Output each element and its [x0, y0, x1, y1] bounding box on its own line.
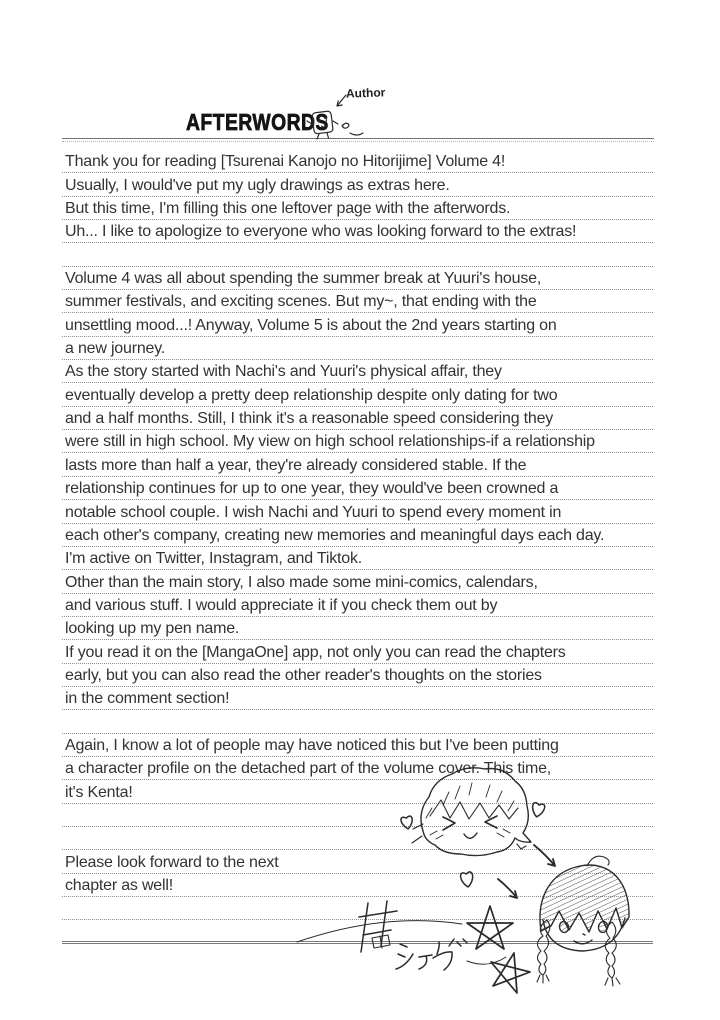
ruled-line — [62, 617, 653, 640]
ruled-line — [62, 313, 653, 336]
ruled-line — [62, 337, 653, 360]
ruled-line — [62, 827, 653, 850]
ruled-line — [62, 453, 653, 476]
ruled-line — [62, 477, 653, 500]
afterword-text-line: Please look forward to the next — [65, 853, 279, 871]
afterword-text-line: Volume 4 was all about spending the summer break at Yuuri's house, — [65, 270, 542, 288]
afterword-text-line: lasts more than half a year, they're already considered stable. If the — [65, 456, 527, 474]
ruled-line — [62, 524, 653, 547]
afterword-text-line: looking up my pen name. — [65, 620, 240, 638]
ruled-line — [62, 220, 653, 243]
ruled-line — [62, 500, 653, 523]
afterword-rows — [62, 150, 653, 944]
page-title: AFTERWORDS — [186, 109, 329, 136]
ruled-line — [62, 150, 653, 173]
ruled-line — [62, 664, 653, 687]
afterword-text-line: summer festivals, and exciting scenes. But my~, that ending with the — [65, 293, 537, 311]
afterword-text-line: and a half months. Still, I think it's a reasonable speed considering they — [65, 410, 554, 428]
ruled-line — [62, 594, 653, 617]
ruled-line — [62, 734, 653, 757]
afterword-text-line: As the story started with Nachi's and Yuuri's physical affair, they — [65, 363, 502, 381]
afterword-text-line: it's Kenta! — [65, 783, 133, 801]
afterword-text-line: Other than the main story, I also made some mini-comics, calendars, — [65, 573, 538, 591]
header-rule — [62, 138, 654, 142]
author-pointer-label: Author — [345, 85, 386, 101]
afterword-text-line: eventually develop a pretty deep relationship despite only dating for two — [65, 386, 558, 404]
ruled-line — [62, 267, 653, 290]
ruled-line — [62, 173, 653, 196]
afterword-text-line: each other's company, creating new memories and meaningful days each day. — [65, 526, 605, 544]
afterword-text-line: unsettling mood...! Anyway, Volume 5 is about the 2nd years starting on — [65, 316, 557, 334]
ruled-line — [62, 757, 653, 780]
afterword-text-line: relationship continues for up to one year, they would've been crowned a — [65, 480, 559, 498]
afterword-text-line: a new journey. — [65, 340, 166, 358]
ruled-line — [62, 243, 653, 266]
ruled-line — [62, 687, 653, 710]
ruled-line — [62, 383, 653, 406]
afterword-text-line: were still in high school. My view on high school relationships-if a relationship — [65, 433, 595, 451]
ruled-line — [62, 920, 653, 943]
afterword-text-line: chapter as well! — [65, 877, 173, 894]
ruled-line — [62, 570, 653, 593]
afterword-text-line: Uh... I like to apologize to everyone who was looking forward to the extras! — [65, 223, 577, 241]
afterword-text-line: in the comment section! — [65, 690, 230, 708]
ruled-line — [62, 780, 653, 803]
afterword-text-line: Thank you for reading [Tsurenai Kanojo no Hitorijime] Volume 4! — [65, 153, 506, 171]
afterword-text-line: and various stuff. I would appreciate it if you check them out by — [65, 596, 498, 614]
afterword-text-line: If you read it on the [MangaOne] app, not only you can read the chapters — [65, 643, 566, 661]
ruled-line — [62, 360, 653, 383]
ruled-line — [62, 874, 653, 897]
afterword-text-line: I'm active on Twitter, Instagram, and Tiktok. — [65, 550, 363, 568]
ruled-line — [62, 710, 653, 733]
afterword-text-line: But this time, I'm filling this one leftover page with the afterwords. — [65, 200, 511, 218]
afterword-text-line: Usually, I would've put my ugly drawings as extras here. — [65, 176, 450, 194]
ruled-line — [62, 407, 653, 430]
ruled-line — [62, 290, 653, 313]
ruled-line — [62, 430, 653, 453]
afterword-text-line: notable school couple. I wish Nachi and Yuuri to spend every moment in — [65, 503, 562, 521]
afterword-text-line: Again, I know a lot of people may have noticed this but I've been putting — [65, 736, 559, 754]
ruled-line — [62, 197, 653, 220]
ruled-line — [62, 804, 653, 827]
afterword-text-line: early, but you can also read the other reader's thoughts on the stories — [65, 666, 542, 684]
ruled-line — [62, 897, 653, 920]
afterword-text-line: a character profile on the detached part of the volume cover. This time, — [65, 760, 552, 778]
ruled-line — [62, 547, 653, 570]
ruled-line — [62, 850, 653, 873]
ruled-line — [62, 640, 653, 663]
